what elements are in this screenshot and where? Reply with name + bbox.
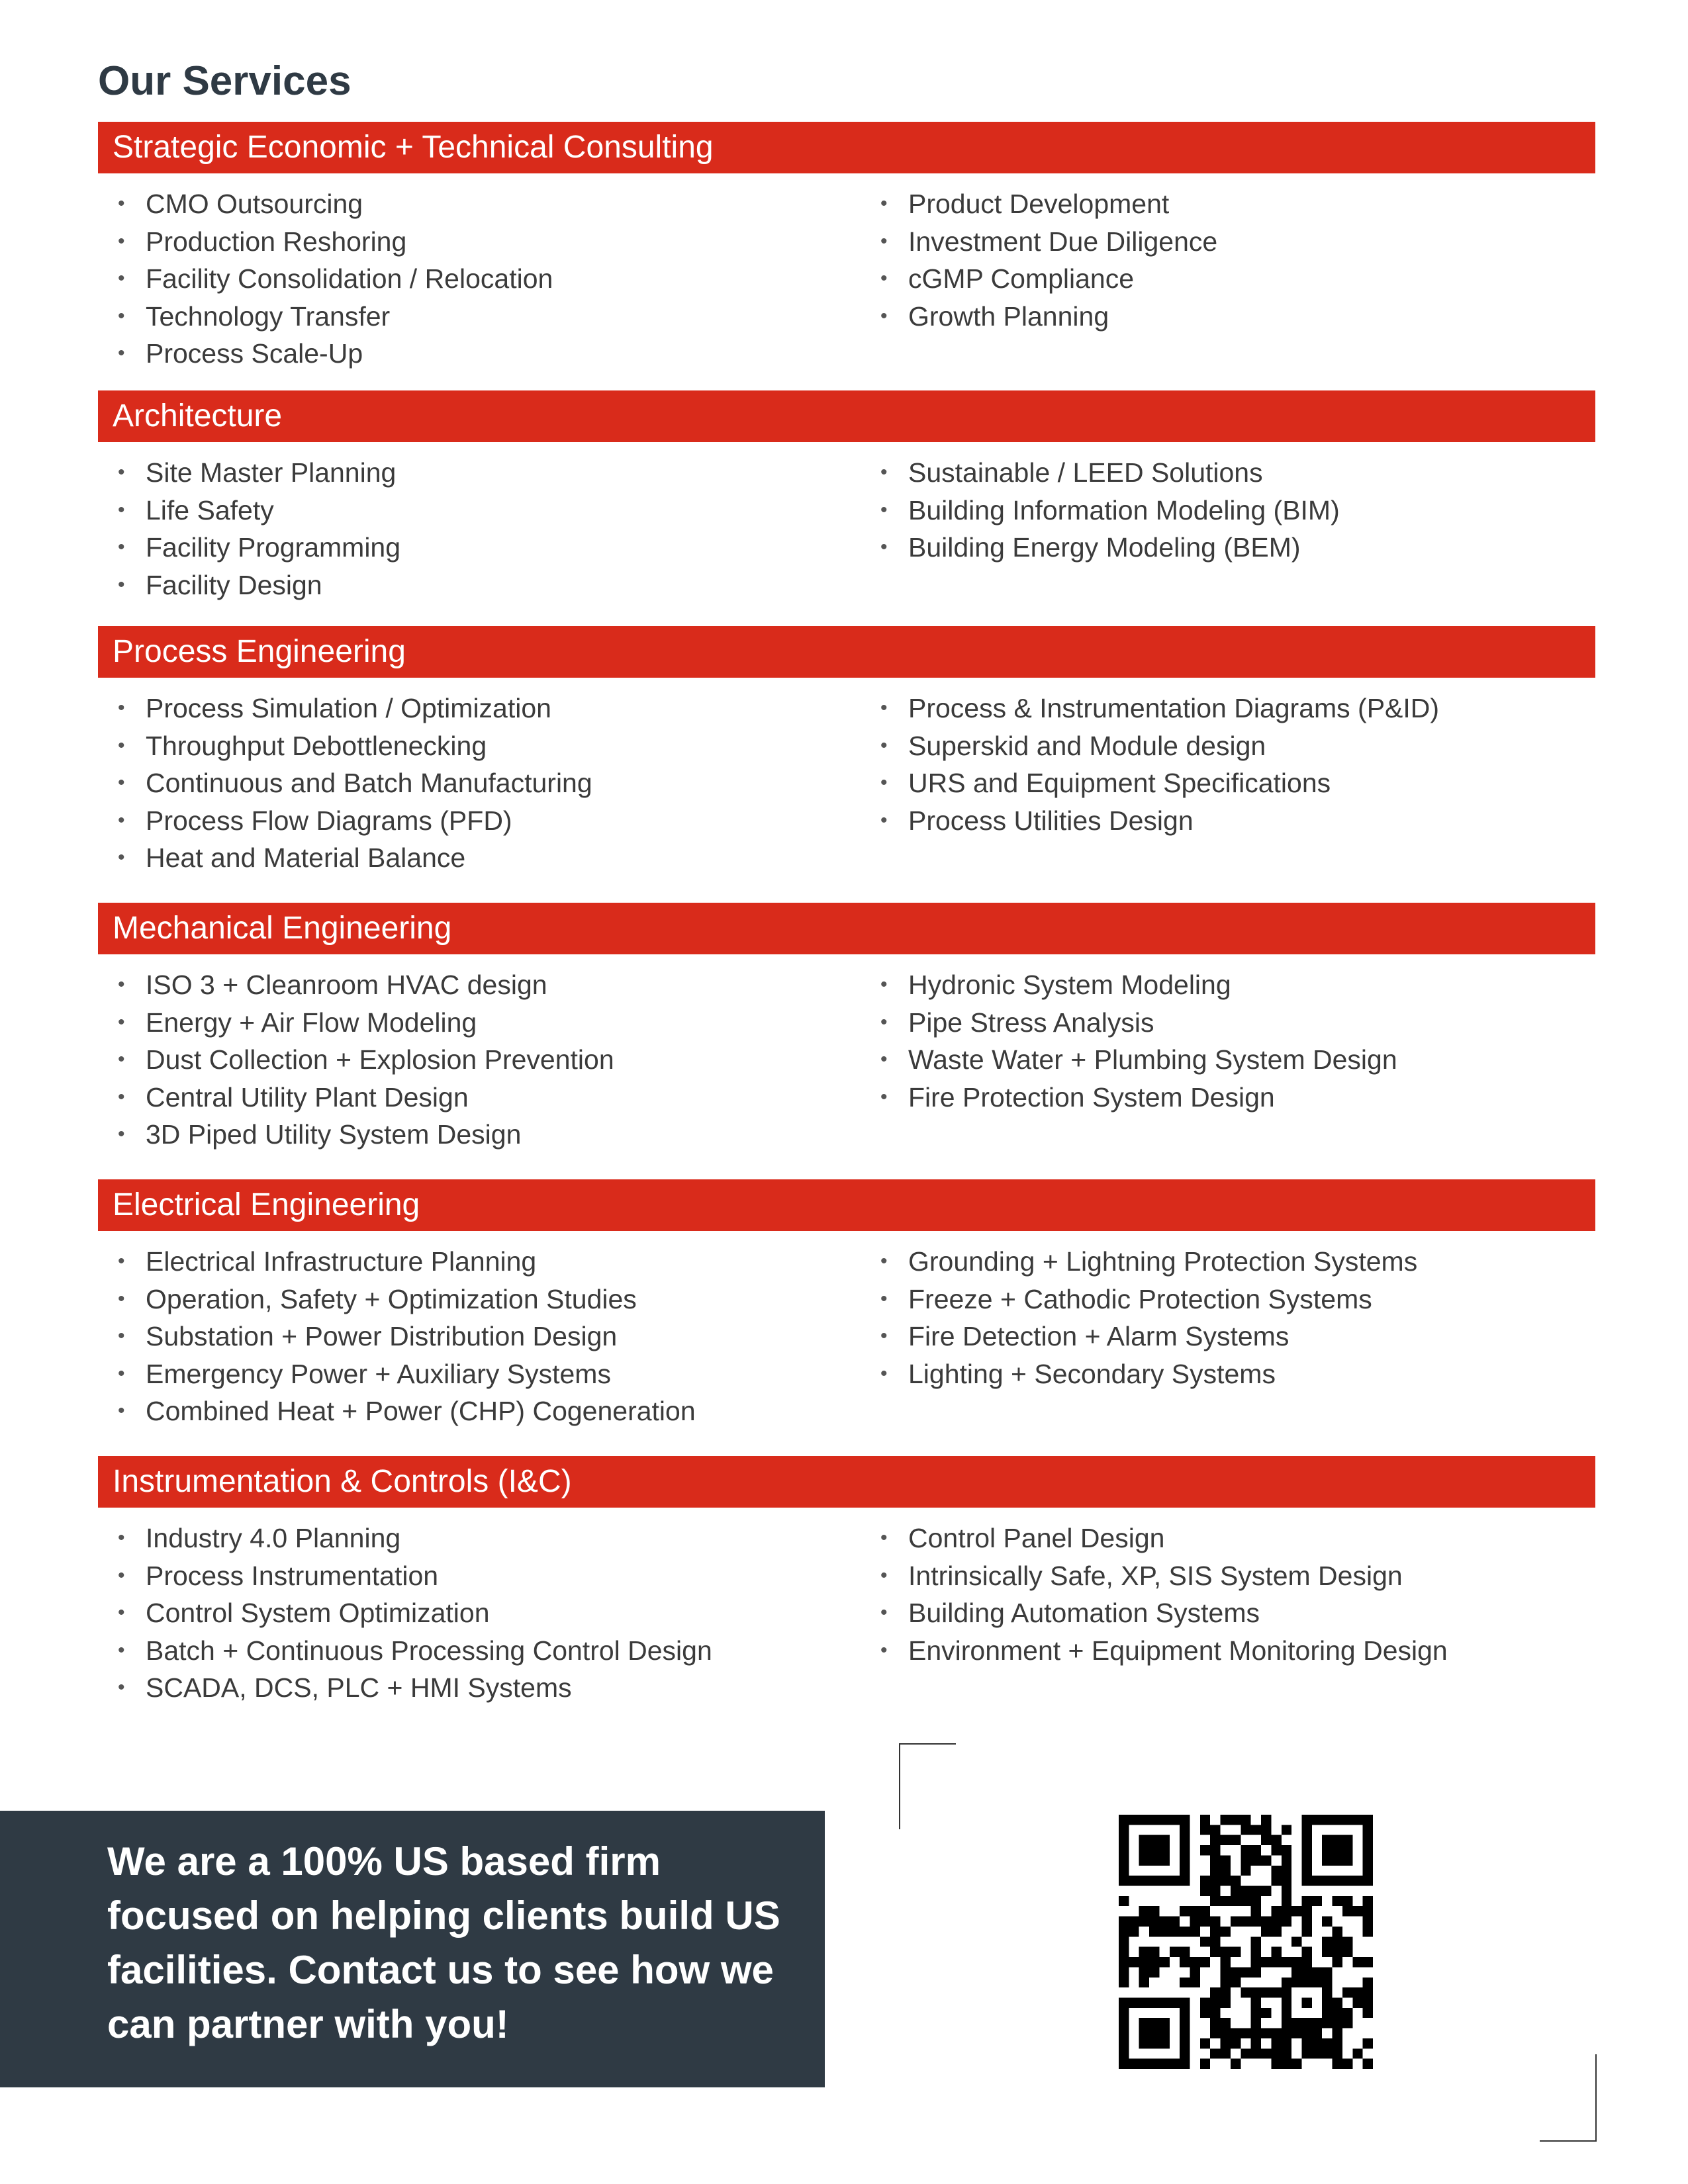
list-item: • Building Automation Systems <box>880 1594 1595 1632</box>
list-item: • Throughput Debottlenecking <box>118 727 880 765</box>
list-item: • Intrinsically Safe, XP, SIS System Design <box>880 1557 1595 1595</box>
list-item: • Building Information Modeling (BIM) <box>880 492 1595 529</box>
list-item: • Growth Planning <box>880 298 1595 336</box>
services-list-right <box>880 185 1595 373</box>
services-list-left <box>98 185 880 373</box>
list-item: • Batch + Continuous Processing Control Design <box>118 1632 880 1670</box>
list-item: • Electrical Infrastructure Planning <box>118 1243 880 1281</box>
list-item: • Industry 4.0 Planning <box>118 1520 880 1557</box>
list-item: • Process Utilities Design <box>880 802 1595 840</box>
section-electrical-engineering <box>98 1179 1595 1430</box>
list-item: • Emergency Power + Auxiliary Systems <box>118 1355 880 1393</box>
section-header: Electrical Engineering <box>98 1179 1595 1231</box>
list-item: • Superskid and Module design <box>880 727 1595 765</box>
list-item: • CMO Outsourcing <box>118 185 880 223</box>
list-item: • Operation, Safety + Optimization Studies <box>118 1281 880 1318</box>
section-architecture <box>98 390 1595 604</box>
list-item: • SCADA, DCS, PLC + HMI Systems <box>118 1669 880 1707</box>
list-item: • Fire Protection System Design <box>880 1079 1595 1116</box>
services-list-left <box>98 690 880 877</box>
list-item: • Facility Programming <box>118 529 880 567</box>
services-list-left <box>98 1243 880 1430</box>
list-item: • Process & Instrumentation Diagrams (P&ID) <box>880 690 1595 727</box>
list-item: • Heat and Material Balance <box>118 839 880 877</box>
list-item: • ISO 3 + Cleanroom HVAC design <box>118 966 880 1004</box>
list-item: • Life Safety <box>118 492 880 529</box>
list-item: • Facility Consolidation / Relocation <box>118 260 880 298</box>
list-item: • Pipe Stress Analysis <box>880 1004 1595 1042</box>
services-list-right <box>880 1243 1595 1430</box>
section-process-engineering <box>98 626 1595 877</box>
services-list-left <box>98 1520 880 1707</box>
services-list-left <box>98 454 880 604</box>
list-item: • Waste Water + Plumbing System Design <box>880 1041 1595 1079</box>
section-mechanical-engineering <box>98 903 1595 1154</box>
list-item: • Lighting + Secondary Systems <box>880 1355 1595 1393</box>
list-item: • Grounding + Lightning Protection Systems <box>880 1243 1595 1281</box>
list-item: • Process Flow Diagrams (PFD) <box>118 802 880 840</box>
list-item: • Substation + Power Distribution Design <box>118 1318 880 1355</box>
contact-callout-text: We are a 100% US based firm focused on helping clients build US facilities. Contact us to see how we can partner with you! <box>107 1839 780 2046</box>
list-item: • Hydronic System Modeling <box>880 966 1595 1004</box>
list-item: • Product Development <box>880 185 1595 223</box>
list-item: • Building Energy Modeling (BEM) <box>880 529 1595 567</box>
list-item: • Facility Design <box>118 567 880 604</box>
contact-callout-box <box>0 1811 825 2087</box>
list-item: • Process Instrumentation <box>118 1557 880 1595</box>
list-item: • cGMP Compliance <box>880 260 1595 298</box>
list-item: • 3D Piped Utility System Design <box>118 1116 880 1154</box>
list-item: • Freeze + Cathodic Protection Systems <box>880 1281 1595 1318</box>
list-item: • Production Reshoring <box>118 223 880 261</box>
services-list-left <box>98 966 880 1154</box>
services-list-right <box>880 454 1595 604</box>
list-item: • Site Master Planning <box>118 454 880 492</box>
qr-code-icon[interactable] <box>1119 1815 1373 2069</box>
list-item: • Continuous and Batch Manufacturing <box>118 764 880 802</box>
list-item: • Environment + Equipment Monitoring Design <box>880 1632 1595 1670</box>
list-item: • Process Simulation / Optimization <box>118 690 880 727</box>
page-title: Our Services <box>98 58 352 104</box>
services-list-right <box>880 1520 1595 1707</box>
list-item: • Process Scale-Up <box>118 335 880 373</box>
list-item: • Control Panel Design <box>880 1520 1595 1557</box>
section-strategic-consulting <box>98 122 1595 373</box>
list-item: • Investment Due Diligence <box>880 223 1595 261</box>
list-item: • Sustainable / LEED Solutions <box>880 454 1595 492</box>
section-header: Instrumentation & Controls (I&C) <box>98 1456 1595 1508</box>
services-list-right <box>880 690 1595 877</box>
list-item: • Dust Collection + Explosion Prevention <box>118 1041 880 1079</box>
list-item: • Central Utility Plant Design <box>118 1079 880 1116</box>
section-instrumentation-controls <box>98 1456 1595 1707</box>
section-header: Strategic Economic + Technical Consulting <box>98 122 1595 173</box>
section-header: Architecture <box>98 390 1595 442</box>
services-list-right <box>880 966 1595 1154</box>
section-header: Mechanical Engineering <box>98 903 1595 954</box>
section-header: Process Engineering <box>98 626 1595 678</box>
list-item: • Technology Transfer <box>118 298 880 336</box>
corner-bracket-bottom-right <box>1540 2054 1597 2142</box>
corner-bracket-top-left <box>899 1743 956 1829</box>
list-item: • Fire Detection + Alarm Systems <box>880 1318 1595 1355</box>
list-item: • Energy + Air Flow Modeling <box>118 1004 880 1042</box>
list-item: • URS and Equipment Specifications <box>880 764 1595 802</box>
list-item: • Combined Heat + Power (CHP) Cogeneration <box>118 1392 880 1430</box>
list-item: • Control System Optimization <box>118 1594 880 1632</box>
